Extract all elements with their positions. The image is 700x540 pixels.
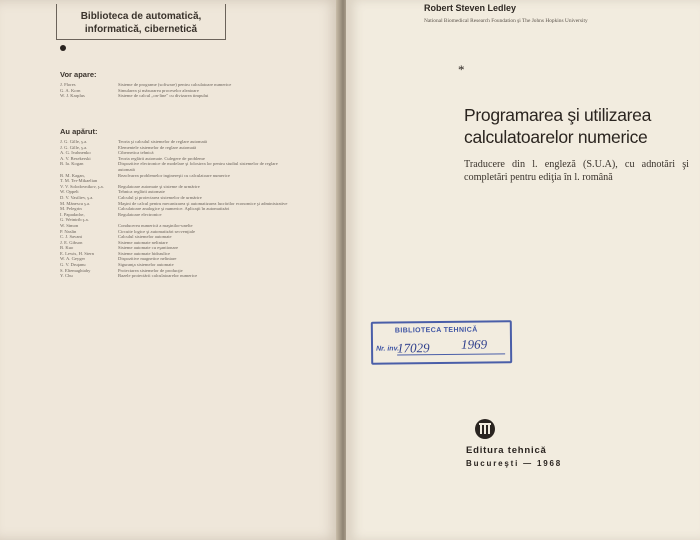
- bullet-dot: [60, 45, 66, 51]
- list-item-title: Maşini de calcul pentru mecanizarea şi automatizarea lucrărilor economice şi administrative: [118, 200, 288, 206]
- list-item-author: J. G. Gille, ş.a.: [60, 144, 88, 150]
- stamp-underline: [397, 353, 505, 355]
- list-item-title: Dispozitive magnetice neliniare: [118, 256, 177, 262]
- list-item-title: Conducerea numerică a maşinilor-unelte: [118, 222, 193, 228]
- stamp-library-name: BIBLIOTECA TEHNICĂ: [394, 326, 478, 335]
- list-item-author: G. Weintrib ş.a.: [60, 217, 89, 223]
- title-line-1: Programarea şi utilizarea: [464, 105, 652, 125]
- series-box: [56, 4, 226, 40]
- book-title: [464, 104, 700, 148]
- book-subtitle: Traducere din l. engleză (S.U.A), cu adnotări şi completări pentru ediţia în l. română: [464, 159, 689, 183]
- list-item-author: J. G. Gille, ş.a.: [60, 139, 88, 144]
- list-item-title: Regulatoare electronice: [118, 211, 162, 217]
- list-item-author: M. Mănescu ş.a.: [60, 200, 91, 206]
- list-item-author: S. Eltemaghtahy: [60, 267, 91, 273]
- left-page: [0, 0, 340, 540]
- list-item-title: Sisteme automate cu eşantionare: [118, 245, 179, 251]
- stamp-inventory-label: Nr. inv.: [376, 345, 400, 353]
- list-item-author: B. Ia. Kogan: [60, 161, 84, 167]
- list-item-author: T. M. Ter-Mikaelian: [60, 178, 98, 184]
- list-item-title: Teoria şi calculul sistemelor de reglare automată: [118, 139, 207, 144]
- stamp-year: 1969: [460, 336, 488, 352]
- star-mark: *: [458, 62, 465, 77]
- list-item-author: B. Kuo: [60, 245, 74, 251]
- list-item-author: G. V. Druţanu: [60, 262, 86, 268]
- list-item-author: G. A. Korn: [60, 87, 81, 93]
- list-item-author: J. Flores: [60, 82, 76, 87]
- published-list: [60, 139, 290, 279]
- list-item-author: E. Lewis, H. Stern: [60, 250, 94, 256]
- list-item: [60, 273, 290, 279]
- list-item-title: Calculatoare analogice şi numerice. Aplicaţii în automatizări: [118, 206, 230, 212]
- publisher-logo-icon: [474, 418, 496, 440]
- book-author: Robert Steven Ledley: [424, 3, 517, 13]
- list-item-author: B. M. Kagan,: [60, 172, 85, 178]
- list-item-title: Elementele sistemelor de reglare automată: [118, 144, 197, 150]
- list-item-title: Cibernetica tehnică: [118, 150, 154, 156]
- list-item-title: Dispozitive electronice de modelare şi folosirea lor pentru studiul sistemelor de reglare automată: [118, 161, 278, 172]
- list-item-title: Sisteme de calcul „on-line" cu divizarea timpului: [118, 93, 209, 99]
- list-item-title: Rezolvarea problemelor inginereşti cu calculatoare numerice: [118, 172, 230, 178]
- upcoming-list: [60, 82, 290, 99]
- list-item-title: Simularea şi măsurarea proceselor aleatoare: [118, 87, 199, 93]
- list-item-author: J. E. Gibson: [60, 239, 83, 245]
- list-item-author: A. G. Ivahnenko: [60, 150, 91, 156]
- list-item-title: Sisteme de programe (software) pentru calculatoare numerice: [118, 82, 232, 87]
- list-item-author: C. J. Savant: [60, 234, 82, 240]
- list-item-author: V. V. Solodovnikov, ş.a.: [60, 183, 104, 189]
- list-item-author: W. J. Karplus: [60, 93, 85, 99]
- list-item-author: D. V. Vasiliev, ş.a.: [60, 194, 94, 200]
- upcoming-heading: Vor apare:: [60, 70, 97, 79]
- stamp-inventory-number: 17029: [396, 340, 430, 356]
- list-item-title: Circuite logice şi automatizări secvenţiale: [118, 228, 196, 234]
- series-line-1: Biblioteca de automatică,: [80, 11, 202, 22]
- list-item-author: A. V. Besekerski: [60, 155, 91, 161]
- list-item-author: P. Naslin: [60, 228, 77, 234]
- list-item-title: Calculul sistemelor automate: [118, 234, 172, 240]
- list-item-author: I. Papadache,: [60, 211, 85, 217]
- list-item-author: W. A. Geyger: [60, 256, 86, 262]
- list-item-author: W. Simon: [60, 222, 79, 228]
- list-item-title: Proiectarea sistemelor de producţie: [118, 267, 183, 273]
- list-item-title: Regulatoare automate şi sisteme de urmărire: [118, 183, 200, 189]
- published-heading: Au apărut:: [60, 127, 98, 136]
- list-item-title: Sisteme automate neliniare: [118, 239, 168, 245]
- list-item-author: W. Oppelt: [60, 189, 79, 195]
- list-item: [60, 161, 290, 172]
- list-item-title: Tehnica reglării automate: [118, 189, 165, 195]
- author-affiliation: National Biomedical Research Foundation şi The Johns Hopkins University: [424, 18, 588, 24]
- series-line-2: informatică, cibernetică: [84, 24, 198, 35]
- list-item-author: M. Pelegrin: [60, 206, 82, 212]
- publisher-city-year: Bucureşti — 1968: [466, 459, 562, 468]
- list-item-title: Bazele proiectării calculatoarelor numerice: [118, 273, 198, 279]
- list-item-title: Siguranţa sistemelor automate: [118, 262, 174, 268]
- list-item-title: Calculul şi proiectarea sistemelor de urmărire: [118, 194, 202, 200]
- list-item-author: Y. Chu: [60, 273, 73, 279]
- list-item: [60, 93, 290, 99]
- list-item-title: Sisteme automate hidraulice: [118, 250, 171, 256]
- publisher-name: Editura tehnică: [466, 445, 547, 456]
- list-item-title: Teoria reglării automate. Culegere de probleme: [118, 155, 205, 161]
- title-line-2: calculatoarelor numerice: [464, 127, 648, 147]
- library-stamp: [371, 320, 512, 364]
